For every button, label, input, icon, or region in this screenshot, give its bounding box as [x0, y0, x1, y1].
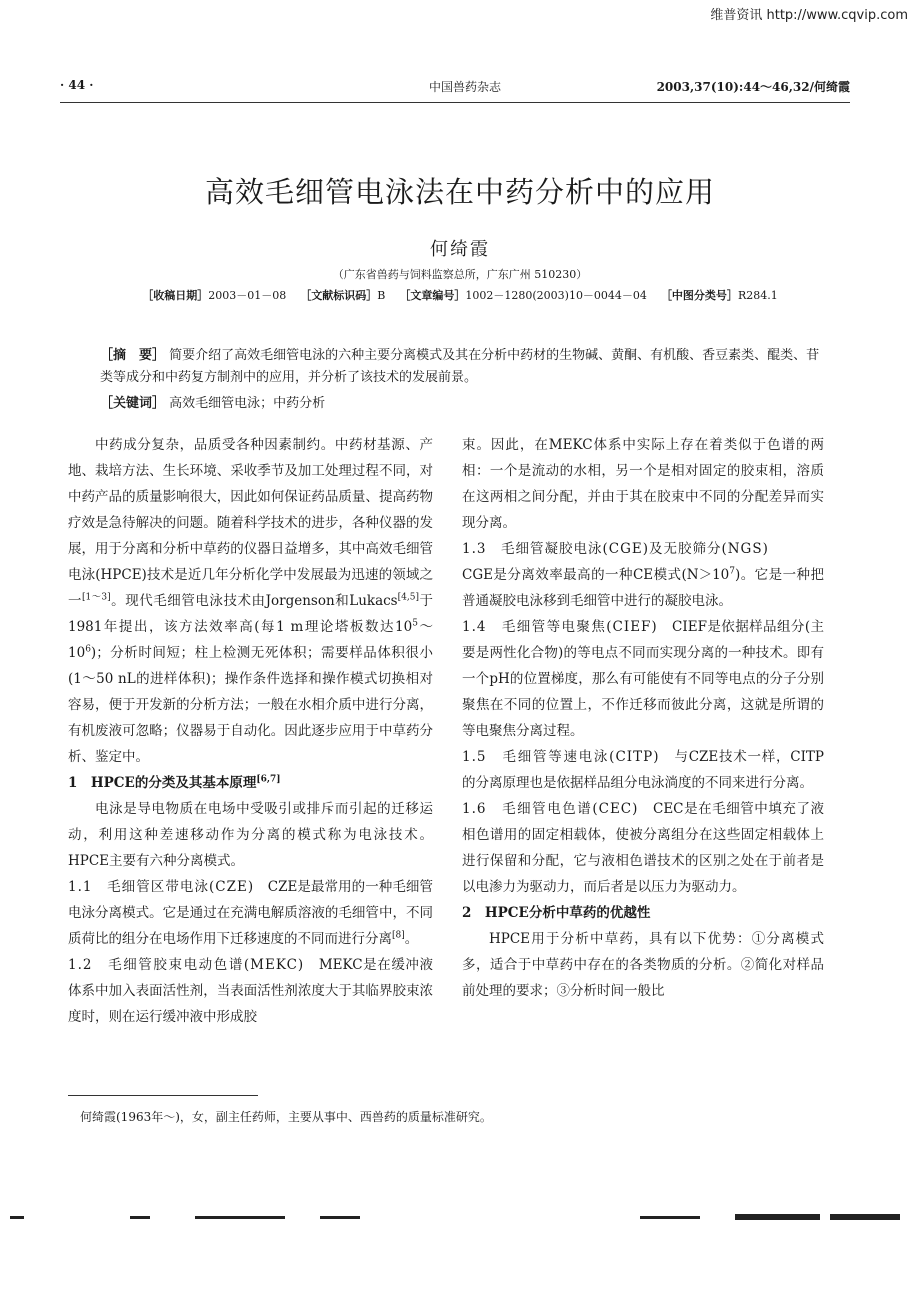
classification-value: R284.1: [737, 289, 778, 302]
keywords: [100, 393, 825, 415]
watermark: 维普资讯 http://www.cqvip.com: [710, 8, 908, 23]
affiliation: （广东省兽药与饲料监察总所，广东广州 510230）: [332, 268, 588, 281]
citation: 2003,37(10):44～46,32/何绮霞: [656, 80, 850, 94]
received-value: 2003－01－08: [208, 289, 287, 302]
scan-artifacts: [0, 1208, 920, 1228]
journal-name: 中国兽药杂志: [428, 80, 501, 94]
page-number: · 44 ·: [60, 78, 94, 92]
abstract: [100, 345, 825, 389]
subsection-1-3: 1.3 毛细管凝胶电泳(CGE)及无胶筛分(NGS) CGE是分离效率最高的一种CE模式$(N>10^7)$。它是一种把普通凝胶电泳移到毛细管中进行的凝胶电泳。: [462, 541, 824, 609]
classification-label: ［中图分类号］: [660, 289, 738, 302]
meta-line: [0, 287, 920, 303]
doc-code-label: ［文献标识码］: [300, 289, 378, 302]
subsection-1-5: 1.5 毛细管等速电泳(CITP) 与CZE技术一样，CITP的分离原理也是依据样品组分电泳淌度的不同来进行分离。: [462, 749, 824, 791]
section-1-paragraph: 电泳是导电物质在电场中受吸引或排斥而引起的迁移运动，利用这种差速移动作为分离的模式称为电泳技术。HPCE主要有六种分离模式。: [68, 801, 433, 869]
author: 何绮霞: [430, 239, 490, 260]
article-title: 高效毛细管电泳法在中药分析中的应用: [204, 175, 715, 209]
article-no-label: ［文章编号］: [399, 289, 466, 302]
received-label: ［收稿日期］: [142, 289, 209, 302]
right-column: [462, 432, 824, 1004]
footnote: 何绮霞(1963年～)，女，副主任药师，主要从事中、西兽药的质量标准研究。: [80, 1110, 492, 1124]
subsection-1-2-continued: 束。因此，在MEKC体系中实际上存在着类似于色谱的两相：一个是流动的水相，另一个是相对固定的胶束相，溶质在这两相之间分配，并由于其在胶束中不同的分配差异而实现分离。: [462, 437, 824, 531]
scan-mark: [320, 1216, 360, 1219]
left-column: [68, 432, 433, 1030]
section-1-heading: 1 HPCE的分类及其基本原理[6,7]: [68, 774, 281, 791]
intro-paragraph: 中药成分复杂，品质受各种因素制约。中药材基源、产地、栽培方法、生长环境、采收季节及加工处理过程不同，对中药产品的质量影响很大，因此如何保证药品质量、提高药物疗效是急待解决的问题。随着科学技术的进步，各种仪器的发展，用于分离和分析中草药的仪器日益增多，其中高效毛细管电泳(HPCE)技术是近几年分析化学中发展最为迅速的领域之一[1～3]。现代毛细管电泳技术由Jorgenson和Lukacs[4,5]于1981年提出，该方法效率高(每1 m理论塔板数达$10^5\sim 10^6$)；分析时间短；柱上检测无死体积；需要样品体积很小(1～50 nL的进样体积)；操作条件选择和操作模式切换相对容易，便于开发新的分析方法；一般在水相介质中进行分离，有机废液可忽略；仪器易于自动化。因此逐步应用于中草药分析、鉴定中。: [68, 437, 434, 765]
scan-mark: [130, 1216, 150, 1219]
keywords-label: ［关键词］: [100, 396, 166, 411]
footnote-rule: [68, 1095, 258, 1096]
subsection-1-1: 1.1 毛细管区带电泳(CZE) CZE是最常用的一种毛细管电泳分离模式。它是通过在充满电解质溶液的毛细管中，不同质荷比的组分在电场作用下迁移速度的不同而进行分离[8]。: [68, 879, 433, 947]
running-header: [60, 78, 850, 98]
scan-mark: [640, 1216, 700, 1219]
scan-mark: [830, 1214, 900, 1220]
scan-mark: [735, 1214, 820, 1220]
keywords-text: 高效毛细管电泳；中药分析: [169, 396, 326, 411]
subsection-1-4: 1.4 毛细管等电聚焦(CIEF) CIEF是依据样品组分(主要是两性化合物)的等电点不同而实现分离的一种技术。即有一个pH的位置梯度，那么有可能使有不同等电点的分子分别聚焦在不同的位置上，不作迁移而彼此分离，这就是所谓的等电聚焦分离过程。: [462, 619, 825, 739]
section-2-paragraph: HPCE用于分析中草药，具有以下优势：①分离模式多，适合于中草药中存在的各类物质的分析。②简化对样品前处理的要求；③分析时间一般比: [462, 931, 824, 999]
header-rule: [60, 102, 850, 103]
section-2-heading: 2 HPCE分析中草药的优越性: [462, 905, 651, 921]
article-no-value: 1002－1280(2003)10－0044－04: [465, 289, 647, 302]
doc-code-value: B: [377, 289, 386, 302]
abstract-text: 简要介绍了高效毛细管电泳的六种主要分离模式及其在分析中药材的生物碱、黄酮、有机酸、香豆素类、醌类、苷类等成分和中药复方制剂中的应用，并分析了该技术的发展前景。: [100, 348, 820, 385]
scan-mark: [195, 1216, 285, 1219]
abstract-label: ［摘 要］: [100, 348, 166, 363]
subsection-1-2: 1.2 毛细管胶束电动色谱(MEKC) MEKC是在缓冲液体系中加入表面活性剂，当表面活性剂浓度大于其临界胶束浓度时，则在运行缓冲液中形成胶: [68, 957, 433, 1025]
subsection-1-6: 1.6 毛细管电色谱(CEC) CEC是在毛细管中填充了液相色谱用的固定相载体，使被分离组分在这些固定相载体上进行保留和分配，它与液相色谱技术的区别之处在于前者是以电渗力为驱动力，而后者是以压力为驱动力。: [462, 801, 824, 895]
scan-mark: [10, 1216, 24, 1219]
